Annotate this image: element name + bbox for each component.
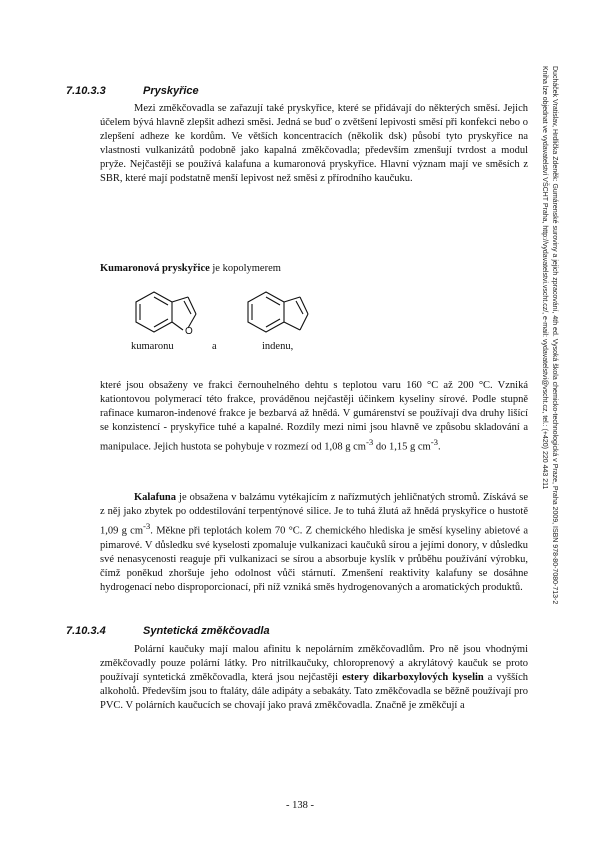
label-indenu: indenu, <box>262 341 294 352</box>
oxygen-atom-label: O <box>185 326 193 337</box>
kalafuna-text: je obsažena v balzámu vytékajícím z nařízmutých jehličnatých stromů. Získává se z něj jako zbytek po oddestilování terpentýnové silice. Je to tuhá žlutá až hnědá pryskyřice o hustotě 1,09 g cm <box>100 492 528 537</box>
section-title: Pryskyřice <box>143 85 199 97</box>
page-number: - 138 - <box>286 800 314 811</box>
superscript: -3 <box>430 437 438 447</box>
citation-text <box>539 66 559 605</box>
section-heading-synteticka <box>66 625 270 637</box>
section-title: Syntetická změkčovadla <box>143 625 270 637</box>
citation-line-1: Ducháček Vratislav, Hrdlička Zdeněk: Gumárenské suroviny a jejich zpracování, 4th ed. Vysoká škola chemicko-technologická v Praze, Praha 2009, ISBN 978-80-7080-713-2 <box>551 66 558 605</box>
kumaron-term: Kumaronová pryskyřice <box>100 263 210 274</box>
kumaron-text-mid: do 1,15 g cm <box>373 441 431 453</box>
section-number: 7.10.3.3 <box>66 85 106 97</box>
paragraph-kalafuna <box>100 491 528 595</box>
paragraph-kumaron <box>100 379 528 455</box>
paragraph-synteticka <box>100 643 528 713</box>
citation-sidebar <box>541 66 600 605</box>
section-heading-pryskyrice <box>66 85 199 97</box>
citation-line-2: Kniha lze objednat ve vydavatelství VŠCHT Praha, http://vydavatelstvi.vscht.cz/, e-mail: vydavatelstvi@vscht.cz, tel.: (+420) 220 443 211 <box>541 66 548 490</box>
esters-term: estery dikarboxylových kyselin <box>342 672 484 683</box>
kumaron-text-end: . <box>437 441 441 453</box>
superscript: -3 <box>143 521 151 531</box>
inden-structure <box>248 292 308 332</box>
label-and: a <box>212 341 217 352</box>
paragraph-pryskyrice <box>100 102 528 186</box>
kumaron-intro-text: je kopolymerem <box>209 263 281 274</box>
kalafuna-term: Kalafuna <box>134 492 177 503</box>
synteticka-text-2: a vyšších alkoholů. Především jsou to ftaláty, dále adipáty a sebakáty. Tato změkčovadla se běžně používají pro PVC. V polárních kaučucích se chovají jako pravá změkčovadla. Značně je změkčují a <box>100 672 528 711</box>
label-kumaronu: kumaronu <box>131 341 174 352</box>
section-number: 7.10.3.4 <box>66 625 106 637</box>
kalafuna-text-2: . Měkne při teplotách kolem 70 °C. Z chemického hlediska je směsí kyseliny abietové a pimarové. V důsledku své kyselosti zpomaluje vulkanizaci kaučuků sírou a jejími donory, v důsledku své nenasycenosti reaguje při vulkanizaci se sírou a absorbuje kyslík v průběhu používání výrobku, čímž poněkud zhoršuje jeho odolnost vůči stárnutí. Zmenšení reaktivity kalafuny se dosáhne hydrogenací nebo disproporcionací, při níž vzniká směs hydrogenovaných a aromatických produktů. <box>100 525 529 593</box>
paragraph-text: Mezi změkčovadla se zařazují také pryskyřice, které se přidávají do některých směsí. Jejich účelem bývá hlavně zlepšit adhezi směsi. Jedná se buď o zvětšení lepivosti směsí při konfekci nebo o zlepšení adheze ke kordům. Ve větších koncentracích (několik dsk) působí tyto pryskyřice na vlastnosti vulkanizátů podobně jako kapalná změkčovadla; především zmenšují tvrdost a modul pryže. Nejčastěji se používá kalafuna a kumaronová pryskyřice. Hlavní význam mají ve směsích z SBR, které mají podstatně menší lepivost než směsi z přírodního kaučuku. <box>100 103 528 184</box>
kumaron-text: které jsou obsaženy ve frakci černouhelného dehtu s teplotou varu 160 °C až 200 °C. Vzniká kationtovou polymerací této frakce, prováděnou nejčastěji účinkem kyseliny sírové. Podle stupně rafinace kumaron-indenové frakce je bezbarvá až hnědá. V gumárenství se používají dva druhy lišící se konzistencí - pryskyřice tuhé a kapalné. Rozdíly mezi nimi jsou hlavně ve způsobu skladování a manipulace. Jejich hustota se pohybuje v rozmezí od 1,08 g cm <box>100 380 528 453</box>
kumaron-intro <box>100 262 528 276</box>
superscript: -3 <box>365 437 374 447</box>
synteticka-text: Polární kaučuky mají malou afinitu k nepolárním změkčovadlům. Pro ně jsou vhodnými změkčovadly pouze polární látky. Pro nitrilkaučuky, chloroprenový a akrylátový kaučuk se proto používají syntetická změkčovadla, která jsou nejčastěji <box>100 644 528 683</box>
